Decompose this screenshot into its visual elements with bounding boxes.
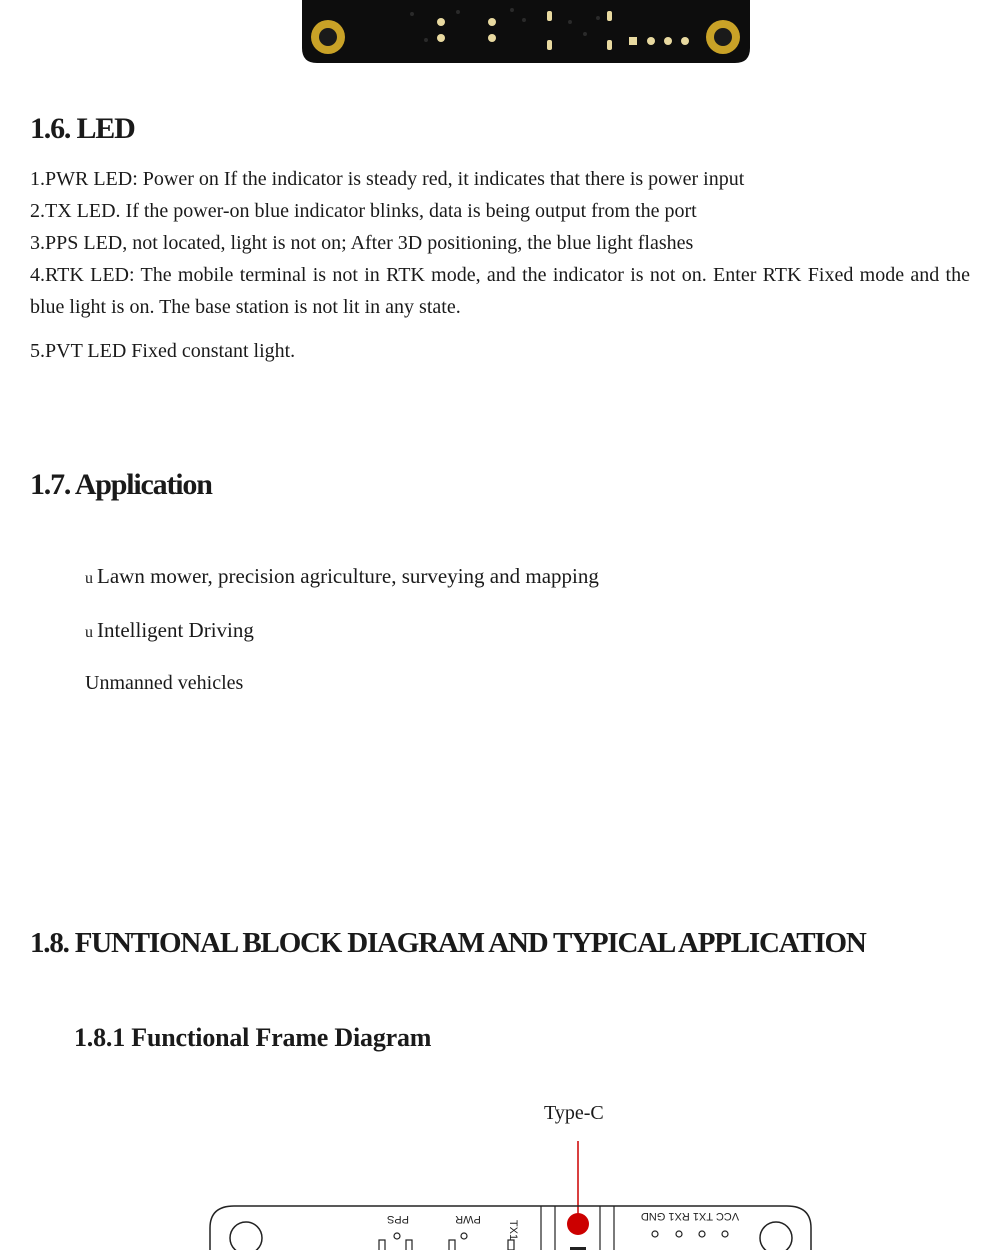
led-line-pps: 3.PPS LED, not located, light is not on; After 3D positioning, the blue light flashes xyxy=(30,232,694,254)
section-title-led: 1.6. LED xyxy=(30,112,135,145)
led-line-rtk: 4.RTK LED: The mobile terminal is not in RTK mode, and the indicator is not on. Enter RTK Fixed mode and the blue light is on. The base station is not lit in any state. xyxy=(30,264,970,318)
silk-pwr: PWR xyxy=(455,1213,481,1225)
silk-txd: TX1 xyxy=(507,1219,519,1241)
application-item-text: Lawn mower, precision agriculture, surveying and mapping xyxy=(97,564,599,588)
application-extra: Unmanned vehicles xyxy=(85,672,244,694)
typec-label: Type-C xyxy=(544,1102,604,1124)
bullet-mark: u xyxy=(85,624,93,641)
mount-hole-left xyxy=(230,1222,262,1250)
silk-pads xyxy=(379,1231,728,1250)
led-line-pwr: 1.PWR LED: Power on If the indicator is steady red, it indicates that there is power input xyxy=(30,168,745,190)
application-item-text: Intelligent Driving xyxy=(97,618,254,642)
pcb-board-photo xyxy=(302,0,750,63)
silk-pps: PPS xyxy=(386,1213,410,1225)
led-line-pvt: 5.PVT LED Fixed constant light. xyxy=(30,340,296,362)
section-title-functional: 1.8. FUNTIONAL BLOCK DIAGRAM AND TYPICAL APPLICATION xyxy=(30,927,866,959)
bullet-mark: u xyxy=(85,570,93,587)
typec-indicator-dot xyxy=(567,1213,589,1235)
section-title-application: 1.7. Application xyxy=(30,468,212,501)
mount-hole-right xyxy=(760,1222,792,1250)
subsection-title-frame-diagram: 1.8.1 Functional Frame Diagram xyxy=(74,1023,432,1052)
pcb-board-body xyxy=(302,0,750,63)
application-item xyxy=(85,618,254,643)
silk-pins: VCC TX1 RX1 GND xyxy=(640,1210,740,1222)
functional-frame-diagram xyxy=(0,1130,1000,1250)
led-line-tx: 2.TX LED. If the power-on blue indicator blinks, data is being output from the port xyxy=(30,200,697,222)
application-item xyxy=(85,564,599,589)
